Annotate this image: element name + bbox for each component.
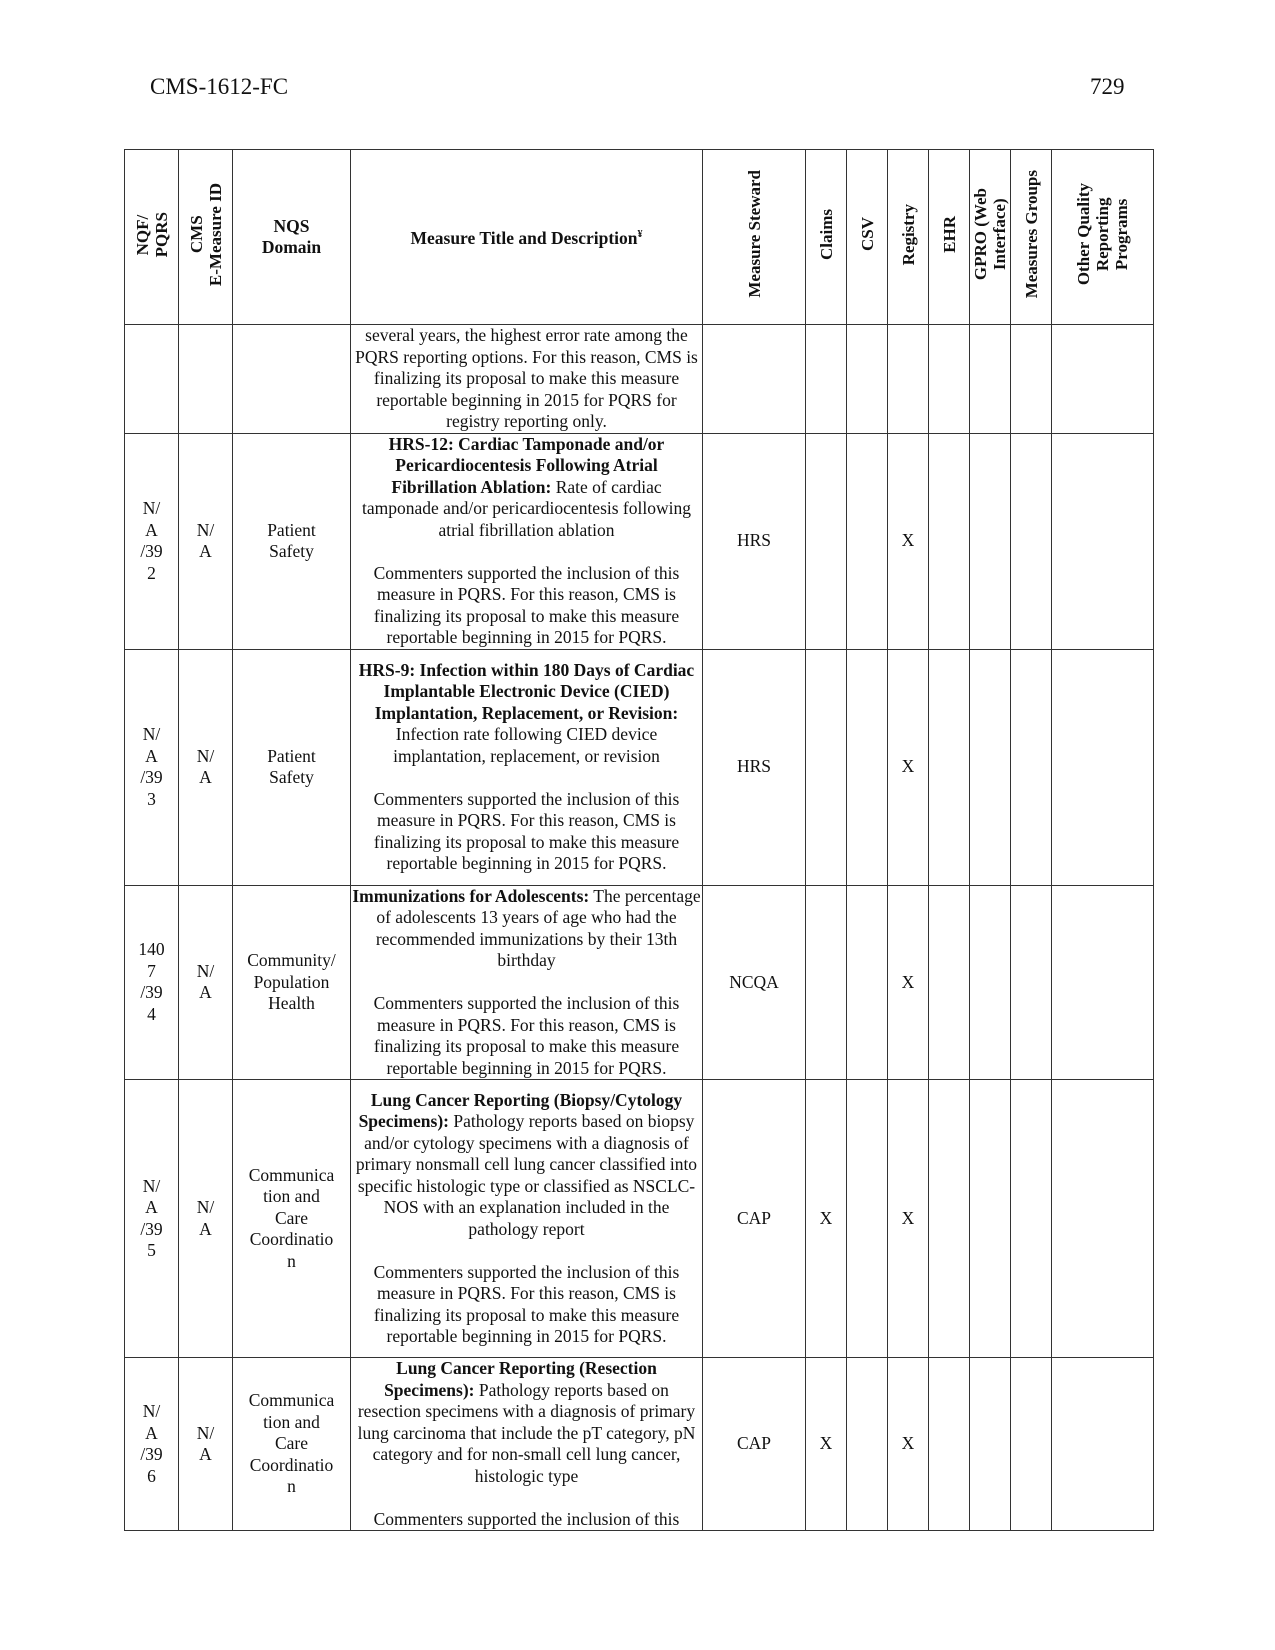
groups-cell: [1011, 885, 1052, 1080]
ehr-cell: [929, 325, 970, 434]
nqf-cell: N/ A /39 6: [125, 1358, 179, 1531]
cms-cell: [179, 325, 233, 434]
groups-cell: [1011, 325, 1052, 434]
table-row: [125, 885, 1154, 1080]
cms-cell: N/ A: [179, 649, 233, 885]
groups-cell: [1011, 1358, 1052, 1531]
registry-cell: X: [888, 885, 929, 1080]
domain-cell: Patient Safety: [233, 649, 351, 885]
table-header-row: [125, 150, 1154, 325]
other-cell: [1052, 885, 1154, 1080]
claims-cell: [806, 649, 847, 885]
claims-cell: X: [806, 1358, 847, 1531]
other-cell: [1052, 433, 1154, 649]
csv-cell: [847, 325, 888, 434]
gpro-cell: [970, 1080, 1011, 1358]
ehr-cell: [929, 1358, 970, 1531]
gpro-cell: [970, 325, 1011, 434]
table-row: [125, 325, 1154, 434]
description-cell: HRS-9: Infection within 180 Days of Cardiac Implantable Electronic Device (CIED) Implantation, Replacement, or Revision: Infection rate following CIED device implantation, replacement, or revision Commenters supported the inclusion of this measure in PQRS. For this reason, CMS is finalizing its proposal to make this measure reportable beginning in 2015 for PQRS.: [351, 649, 703, 885]
nqf-cell: N/ A /39 2: [125, 433, 179, 649]
table-row: [125, 1080, 1154, 1358]
domain-cell: Patient Safety: [233, 433, 351, 649]
domain-cell: Community/ Population Health: [233, 885, 351, 1080]
col-nqs-domain: NQS Domain: [233, 150, 351, 325]
gpro-cell: [970, 1358, 1011, 1531]
csv-cell: [847, 1080, 888, 1358]
col-other-programs: Other Quality Reporting Programs: [1052, 150, 1154, 325]
nqf-cell: N/ A /39 5: [125, 1080, 179, 1358]
steward-cell: CAP: [703, 1080, 806, 1358]
nqf-cell: 140 7 /39 4: [125, 885, 179, 1080]
col-ehr: EHR: [929, 150, 970, 325]
registry-cell: X: [888, 649, 929, 885]
csv-cell: [847, 1358, 888, 1531]
col-registry: Registry: [888, 150, 929, 325]
col-csv: CSV: [847, 150, 888, 325]
other-cell: [1052, 1358, 1154, 1531]
claims-cell: [806, 433, 847, 649]
document-id: CMS-1612-FC: [150, 74, 289, 99]
csv-cell: [847, 885, 888, 1080]
col-measures-groups: Measures Groups: [1011, 150, 1052, 325]
col-measure-title-description: Measure Title and Description¥: [351, 150, 703, 325]
col-claims: Claims: [806, 150, 847, 325]
other-cell: [1052, 1080, 1154, 1358]
gpro-cell: [970, 649, 1011, 885]
table-row: [125, 433, 1154, 649]
claims-cell: [806, 885, 847, 1080]
groups-cell: [1011, 433, 1052, 649]
col-nqf-pqrs: NQF/ PQRS: [125, 150, 179, 325]
cms-cell: N/ A: [179, 1358, 233, 1531]
steward-cell: [703, 325, 806, 434]
ehr-cell: [929, 885, 970, 1080]
description-cell: Lung Cancer Reporting (Biopsy/Cytology Specimens): Pathology reports based on biopsy and/or cytology specimens with a diagnosis of primary nonsmall cell lung cancer classified into specific histologic type or classified as NSCLC-NOS with an explanation included in the pathology report Commenters supported the inclusion of this measure in PQRS. For this reason, CMS is finalizing its proposal to make this measure reportable beginning in 2015 for PQRS.: [351, 1080, 703, 1358]
csv-cell: [847, 433, 888, 649]
cms-cell: N/ A: [179, 885, 233, 1080]
description-cell: Lung Cancer Reporting (Resection Specimens): Pathology reports based on resection specimens with a diagnosis of primary lung carcinoma that include the pT category, pN category and for non-small cell lung cancer, histologic type Commenters supported the inclusion of this: [351, 1358, 703, 1531]
domain-cell: Communica tion and Care Coordinatio n: [233, 1080, 351, 1358]
ehr-cell: [929, 1080, 970, 1358]
description-cell: HRS-12: Cardiac Tamponade and/or Pericardiocentesis Following Atrial Fibrillation Ablation: Rate of cardiac tamponade and/or pericardiocentesis following atrial fibrillation ablation Commenters supported the inclusion of this measure in PQRS. For this reason, CMS is finalizing its proposal to make this measure reportable beginning in 2015 for PQRS.: [351, 433, 703, 649]
ehr-cell: [929, 649, 970, 885]
registry-cell: X: [888, 433, 929, 649]
cms-cell: N/ A: [179, 433, 233, 649]
col-cms-emeasure-id: CMS E-Measure ID: [179, 150, 233, 325]
gpro-cell: [970, 885, 1011, 1080]
description-cell: several years, the highest error rate among the PQRS reporting options. For this reason, CMS is finalizing its proposal to make this measure reportable beginning in 2015 for PQRS for registry reporting only.: [351, 325, 703, 434]
csv-cell: [847, 649, 888, 885]
footnote-mark: ¥: [637, 229, 643, 241]
other-cell: [1052, 325, 1154, 434]
table-row: [125, 1358, 1154, 1531]
page-number: 729: [1090, 74, 1125, 99]
registry-cell: X: [888, 1358, 929, 1531]
other-cell: [1052, 649, 1154, 885]
ehr-cell: [929, 433, 970, 649]
cms-cell: N/ A: [179, 1080, 233, 1358]
registry-cell: X: [888, 1080, 929, 1358]
registry-cell: [888, 325, 929, 434]
domain-cell: [233, 325, 351, 434]
col-gpro: GPRO (Web Interface): [970, 150, 1011, 325]
claims-cell: X: [806, 1080, 847, 1358]
groups-cell: [1011, 649, 1052, 885]
steward-cell: NCQA: [703, 885, 806, 1080]
claims-cell: [806, 325, 847, 434]
steward-cell: CAP: [703, 1358, 806, 1531]
steward-cell: HRS: [703, 433, 806, 649]
nqf-cell: [125, 325, 179, 434]
table-row: [125, 649, 1154, 885]
measures-table: [124, 149, 1154, 1531]
description-cell: Immunizations for Adolescents: The percentage of adolescents 13 years of age who had the recommended immunizations by their 13th birthday Commenters supported the inclusion of this measure in PQRS. For this reason, CMS is finalizing its proposal to make this measure reportable beginning in 2015 for PQRS.: [352, 885, 701, 1078]
domain-cell: Communica tion and Care Coordinatio n: [233, 1358, 351, 1531]
col-measure-steward: Measure Steward: [703, 150, 806, 325]
groups-cell: [1011, 1080, 1052, 1358]
steward-cell: HRS: [703, 649, 806, 885]
nqf-cell: N/ A /39 3: [125, 649, 179, 885]
gpro-cell: [970, 433, 1011, 649]
